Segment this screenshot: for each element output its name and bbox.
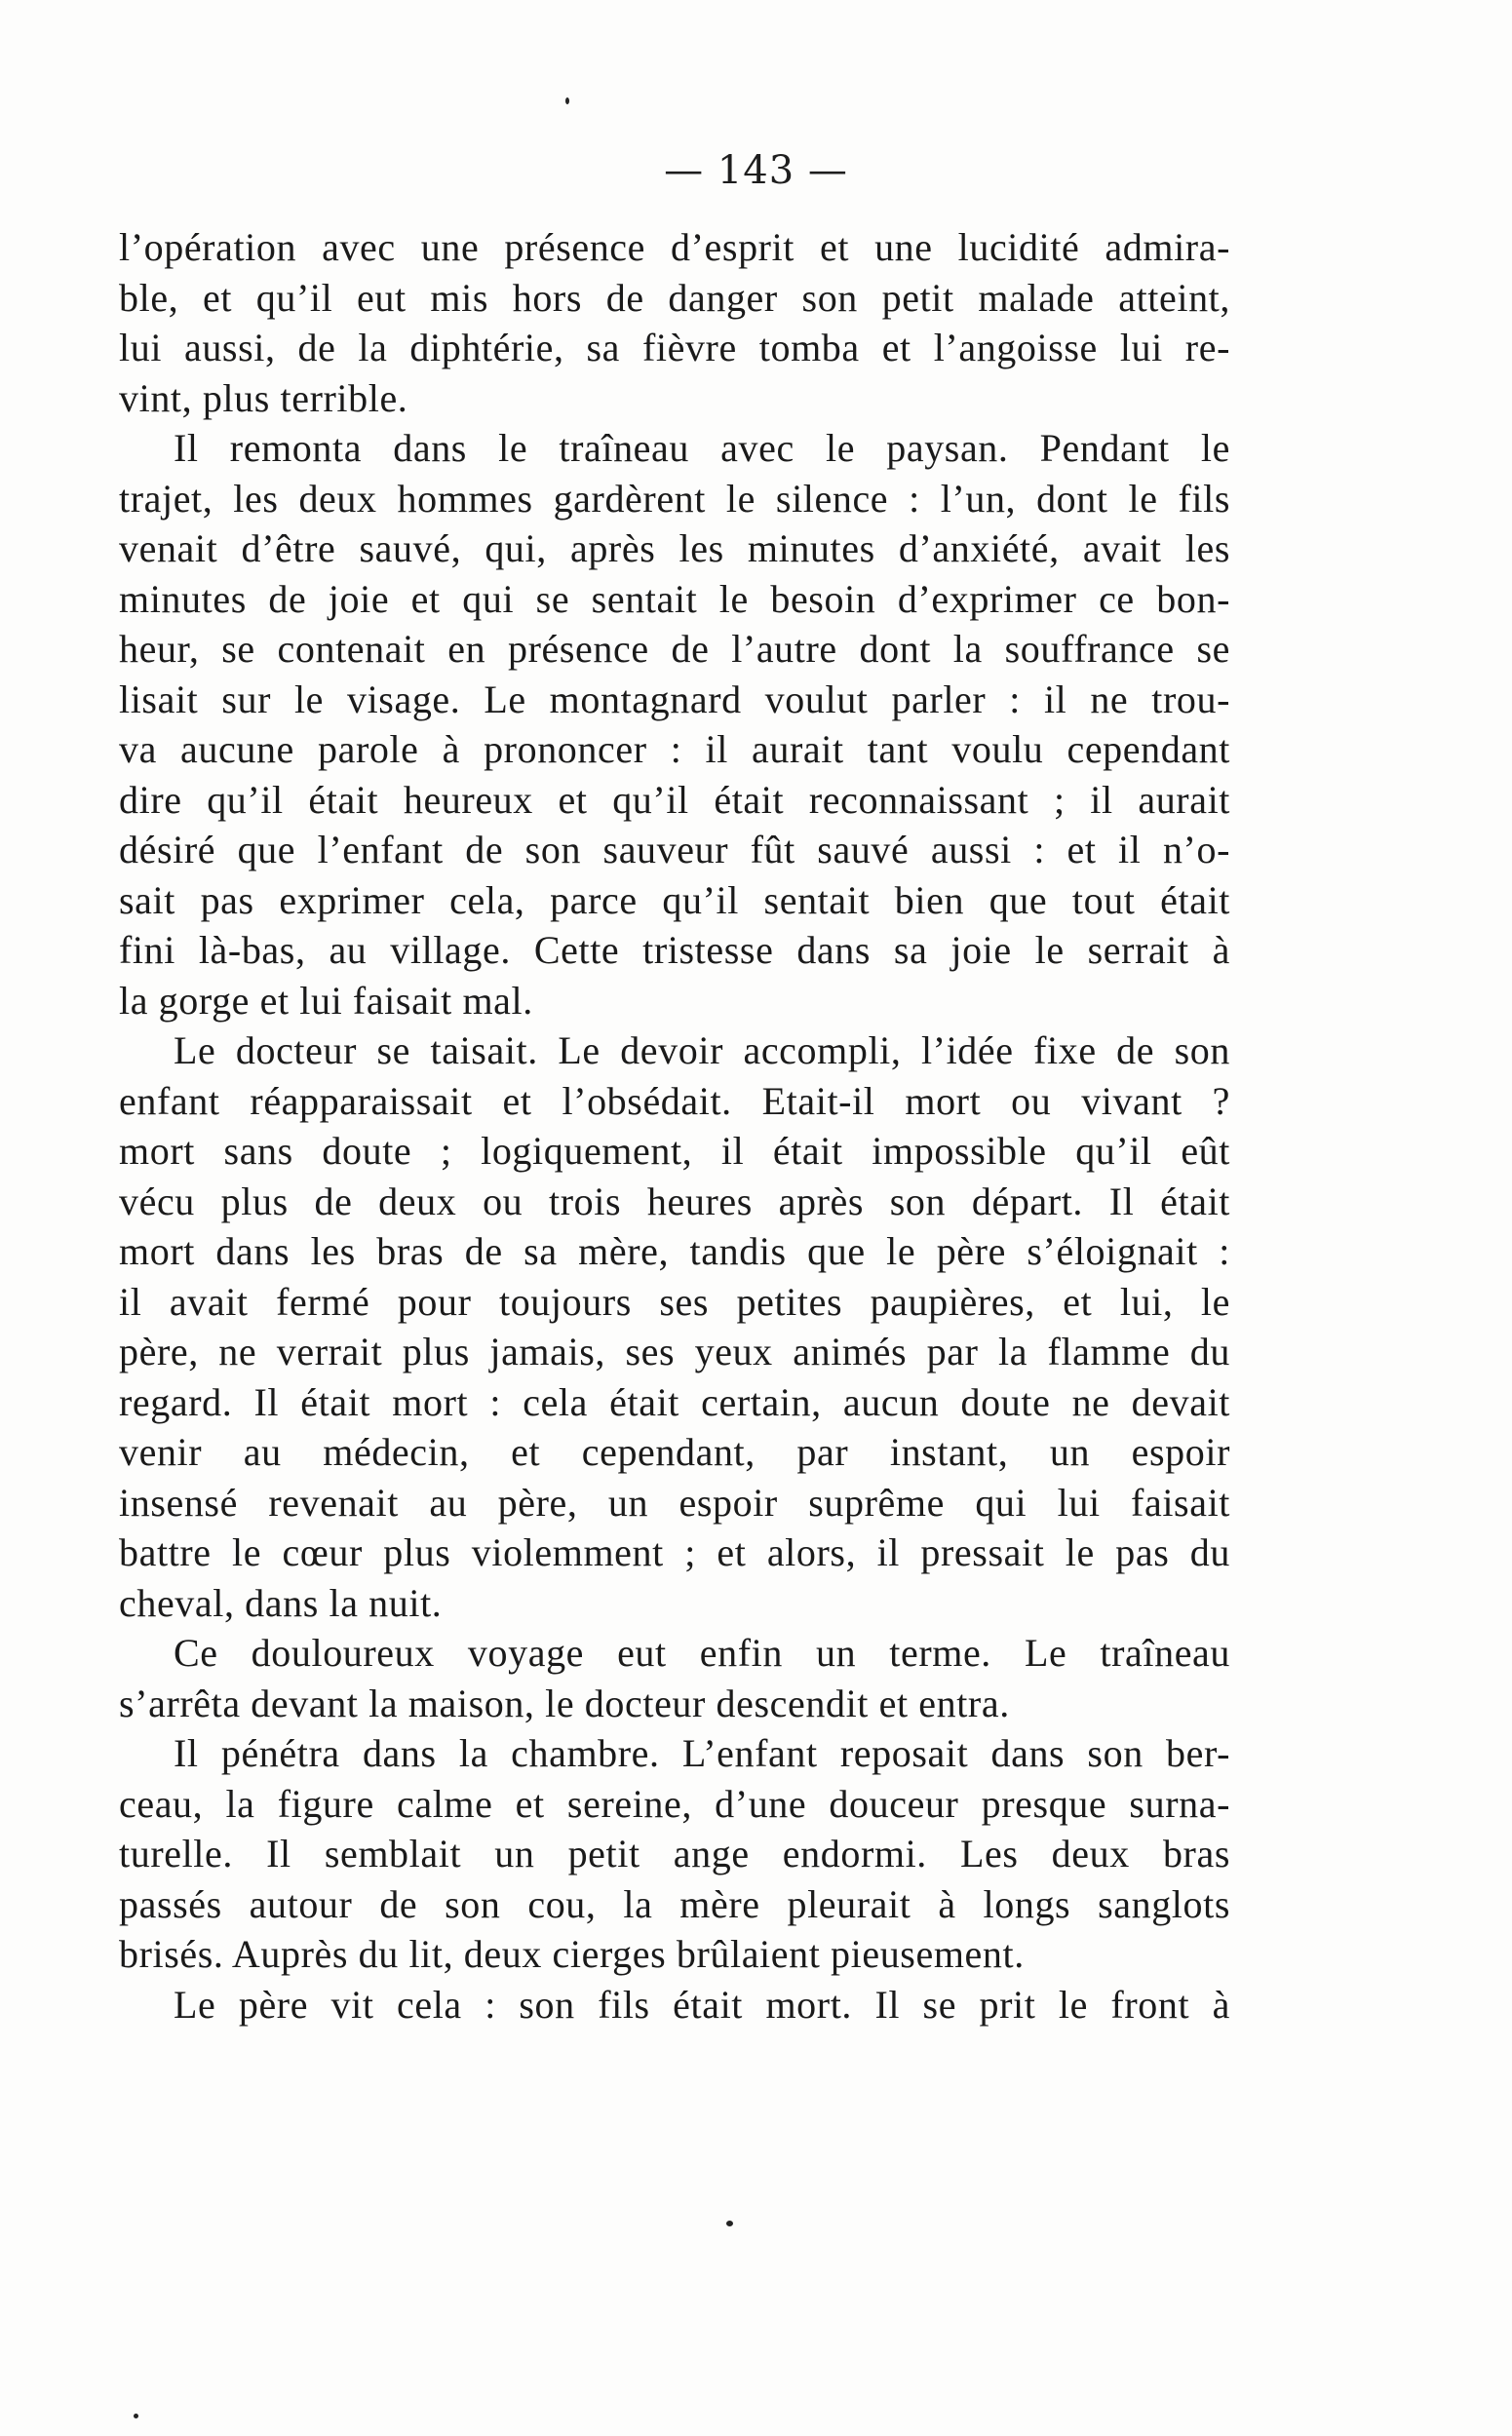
text-line: s’arrêta devant la maison, le docteur descendit et entra. [119,1681,1010,1725]
text-line: turelle. Il semblait un petit ange endormi. Les deux bras [119,1832,1230,1875]
text-line: Il remonta dans le traîneau avec le paysan. Pendant le [174,426,1230,470]
text-line: heur, se contenait en présence de l’autre dont la souffrance se [119,627,1230,671]
text-line: venait d’être sauvé, qui, après les minutes d’anxiété, avait les [119,526,1230,570]
text-line: père, ne verrait plus jamais, ses yeux animés par la flamme du [119,1330,1230,1373]
text-line: lui aussi, de la diphtérie, sa fièvre tomba et l’angoisse lui re- [119,326,1230,369]
text-line: désiré que l’enfant de son sauveur fût sauvé aussi : et il n’o- [119,828,1230,871]
text-line: regard. Il était mort : cela était certain, aucun doute ne devait [119,1379,1230,1424]
text-line: brisés. Auprès du lit, deux cierges brûlaient pieusement. [119,1932,1025,1976]
text-line: mort sans doute ; logiquement, il était impossible qu’il eût [119,1129,1230,1173]
text-line: sait pas exprimer cela, parce qu’il sentait bien que tout était [119,877,1230,922]
text-line: ceau, la figure calme et sereine, d’une douceur presque surna- [119,1781,1230,1826]
text-line: lisait sur le visage. Le montagnard voulut parler : il ne trou- [119,677,1230,721]
body-text [119,222,1230,2030]
page-number: — 143 — [664,148,848,193]
text-line: Le père vit cela : son fils était mort. Il se prit le front à [174,1982,1230,2027]
print-speck [565,97,569,104]
text-line: venir au médecin, et cependant, par instant, un espoir [119,1430,1230,1474]
text-line: il avait fermé pour toujours ses petites paupières, et lui, le [119,1279,1230,1324]
text-line: battre le cœur plus violemment ; et alors, il pressait le pas du [119,1530,1230,1574]
text-line: la gorge et lui faisait mal. [119,978,533,1023]
text-line: vécu plus de deux ou trois heures après son départ. Il était [119,1179,1230,1223]
text-line: ble, et qu’il eut mis hors de danger son petit malade atteint, [119,275,1230,320]
text-line: insensé revenait au père, un espoir suprême qui lui faisait [119,1480,1230,1525]
text-line: trajet, les deux hommes gardèrent le silence : l’un, dont le fils [119,476,1230,521]
text-line: Ce douloureux voyage eut enfin un terme. Le traîneau [174,1631,1230,1675]
text-line: cheval, dans la nuit. [119,1580,443,1625]
text-line: minutes de joie et qui se sentait le besoin d’exprimer ce bon- [119,576,1230,621]
text-line: vint, plus terrible. [119,375,408,420]
text-line: l’opération avec une présence d’esprit et une lucidité admira- [119,225,1230,269]
print-speck [726,2221,733,2226]
text-line: fini là-bas, au village. Cette tristesse dans sa joie le serrait à [119,928,1230,972]
text-line: dire qu’il était heureux et qu’il était reconnaissant ; il aurait [119,777,1230,822]
text-line: va aucune parole à prononcer : il aurait tant voulu cependant [119,727,1230,771]
text-line: enfant réapparaissait et l’obsédait. Etait-il mort ou vivant ? [119,1078,1230,1123]
text-line: Il pénétra dans la chambre. L’enfant reposait dans son ber- [174,1731,1230,1775]
print-speck [134,2414,138,2418]
text-line: Le docteur se taisait. Le devoir accompli, l’idée fixe de son [174,1028,1230,1072]
text-line: passés autour de son cou, la mère pleurait à longs sanglots [119,1881,1230,1926]
text-line: mort dans les bras de sa mère, tandis que le père s’éloignait : [119,1229,1230,1273]
